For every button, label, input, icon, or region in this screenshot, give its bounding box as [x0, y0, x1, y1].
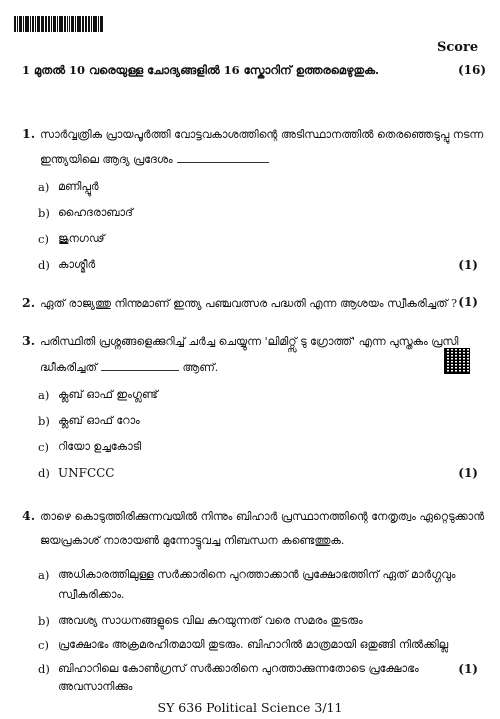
- barcode-bar: [82, 16, 84, 32]
- question-number: 1.: [22, 126, 36, 141]
- option-text: ബിഹാറിലെ കോൺഗ്രസ് സർക്കാരിനെ പുറത്താക്കുന്നതോടെ പ്രക്ഷോഭം: [58, 662, 419, 675]
- option-letter: c): [38, 440, 49, 454]
- barcode-bar: [59, 16, 62, 32]
- question-marks: (1): [458, 295, 478, 309]
- option-text: ഹൈദരാബാദ്: [58, 206, 133, 219]
- question-text: ജയപ്രകാശ് നാരായൺ മുന്നോട്ടുവച്ച നിബന്ധന കണ്ടെത്തുക.: [40, 534, 345, 547]
- barcode-bar: [28, 16, 29, 32]
- option-text: ക്ലബ് ഓഫ് റോം: [58, 414, 140, 427]
- qr-code: [444, 348, 470, 374]
- option-letter: a): [38, 568, 50, 582]
- barcode-bar: [75, 16, 76, 32]
- option-text: UNFCCC: [58, 466, 115, 480]
- option-letter: a): [38, 388, 50, 402]
- score-title: Score: [437, 40, 479, 55]
- barcode-bar: [48, 16, 50, 32]
- answer-blank: [101, 360, 179, 371]
- option-text: ജുനഗഢ്: [58, 232, 105, 245]
- option-text: മണിപ്പൂർ: [58, 180, 99, 193]
- option-letter: d): [38, 662, 50, 676]
- option-letter: c): [38, 232, 49, 246]
- question-marks: (1): [458, 466, 478, 480]
- total-marks: (16): [458, 63, 487, 77]
- question-text: ഏത് രാജ്യത്തു നിന്നുമാണ് ഇന്ത്യ പഞ്ചവത്സര പദ്ധതി എന്ന ആശയം സ്വീകരിച്ചത് ?: [40, 297, 458, 310]
- option-text: അവശ്യ സാധനങ്ങളുടെ വില കുറയുന്നത് വരെ സമരം തുടരും: [58, 614, 363, 627]
- question-text-line: ദ്ധീകരിച്ചത്: [40, 361, 97, 374]
- option-letter: a): [38, 180, 50, 194]
- option-letter: d): [38, 258, 50, 272]
- question-number: 3.: [22, 333, 36, 348]
- answer-blank: [177, 152, 269, 163]
- question-text: താഴെ കൊടുത്തിരിക്കുന്നവയിൽ നിന്നും ബിഹാർ പ്രസ്ഥാനത്തിന്റെ നേതൃത്വം ഏറ്റെടുക്കാൻ: [40, 510, 485, 523]
- question-marks: (1): [458, 258, 478, 272]
- question-text: [40, 360, 218, 375]
- option-letter: c): [38, 638, 49, 652]
- option-text: പ്രക്ഷോഭം അക്രമരഹിതമായി തുടരും. ബിഹാറിൽ മാത്രമായി ഒതുങ്ങി നിൽക്കില്ല: [58, 638, 449, 651]
- question-marks: (1): [458, 662, 478, 676]
- barcode-bar: [20, 16, 22, 32]
- barcode-bar: [77, 16, 80, 32]
- option-text: ക്ലബ് ഓഫ് ഇംഗ്ലണ്ട്: [58, 388, 158, 401]
- question-text: പരിസ്ഥിതി പ്രശ്നങ്ങളെക്കുറിച്ച് ചർച്ച ചെയ്യുന്ന 'ലിമിറ്റ്സ് ടു ഗ്രോത്ത്' എന്ന പുസ്തകം പ്രസി: [40, 335, 459, 348]
- question-number: 4.: [22, 508, 36, 523]
- question-text-line: ഇന്ത്യയിലെ ആദ്യ പ്രദേശം: [40, 153, 173, 166]
- barcode-bar: [25, 16, 28, 32]
- barcode-bar: [69, 16, 70, 32]
- question-text: സാർവ്വത്രിക പ്രായപൂർത്തി വോട്ടവകാശത്തിന്റെ അടിസ്ഥാനത്തിൽ തെരഞ്ഞെടുപ്പു നടന്ന: [40, 128, 484, 141]
- question-number: 2.: [22, 295, 36, 310]
- option-text: അധികാരത്തിലുള്ള സർക്കാരിനെ പുറത്താക്കാൻ പ്രക്ഷോഭത്തിന് ഏത് മാർഗ്ഗവും: [58, 568, 456, 581]
- option-text: സ്വീകരിക്കാം.: [58, 588, 125, 601]
- option-letter: b): [38, 206, 50, 220]
- option-letter: b): [38, 414, 50, 428]
- barcode-bar: [96, 16, 97, 32]
- barcode: [14, 16, 104, 32]
- barcode-bar: [93, 16, 96, 32]
- barcode-bar: [35, 16, 36, 32]
- barcode-bar: [102, 16, 103, 32]
- barcode-bar: [41, 16, 44, 32]
- option-letter: b): [38, 614, 50, 628]
- instruction: 1 മുതൽ 10 വരെയുള്ള ചോദ്യങ്ങളിൽ 16 സ്കോറിന് ഉത്തരമെഴുതുക.: [22, 63, 380, 77]
- question-text: [40, 152, 269, 167]
- barcode-bar: [88, 16, 90, 32]
- page-footer: SY 636 Political Science 3/11: [157, 700, 343, 715]
- barcode-bar: [62, 16, 63, 32]
- barcode-bar: [14, 16, 16, 32]
- option-letter: d): [38, 466, 50, 480]
- barcode-bar: [54, 16, 56, 32]
- question-text-line: ആണ്.: [182, 361, 219, 374]
- option-text: കാശ്മീർ: [58, 258, 96, 271]
- option-text: അവസാനിക്കും: [58, 680, 133, 693]
- option-text: റിയോ ഉച്ചകോടി: [58, 440, 142, 453]
